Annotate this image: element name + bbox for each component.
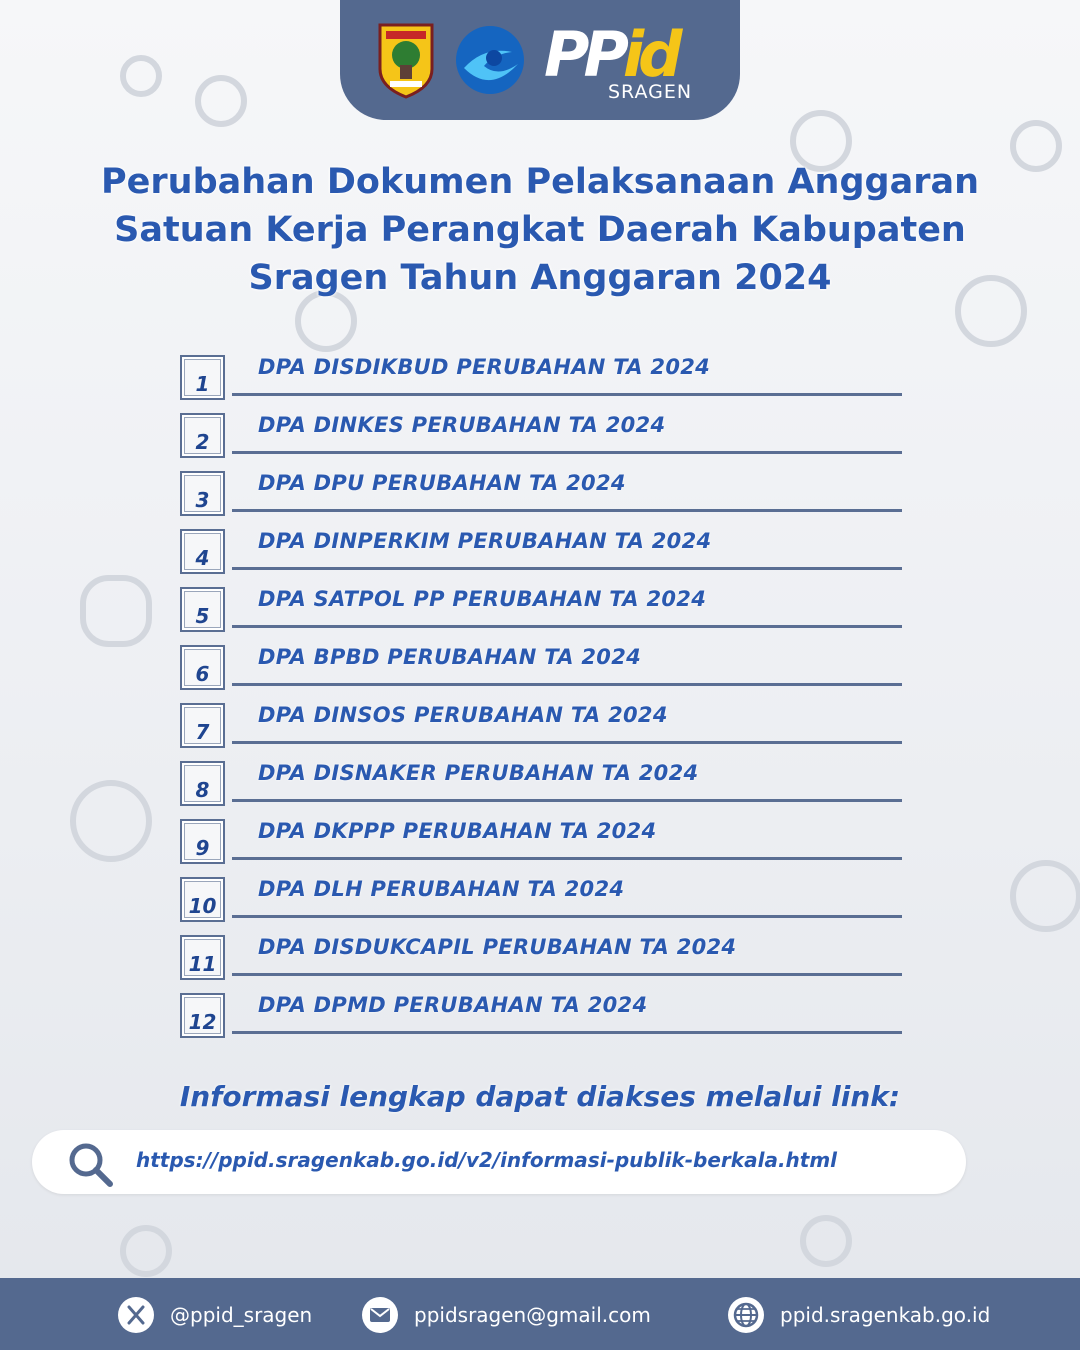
list-item[interactable]: [180, 413, 902, 471]
item-number: 7: [195, 720, 210, 744]
item-label[interactable]: DPA BPBD PERUBAHAN TA 2024: [258, 645, 642, 669]
doodle-circle: [80, 575, 152, 647]
info-text: Informasi lengkap dapat diakses melalui link:: [179, 1080, 901, 1113]
doodle-circle: [800, 1215, 852, 1267]
doodle-circle: [195, 75, 247, 127]
item-label[interactable]: DPA SATPOL PP PERUBAHAN TA 2024: [258, 587, 707, 611]
item-number-box: [180, 471, 225, 516]
footer: [0, 1278, 1080, 1350]
brand-accent: id: [622, 18, 677, 91]
item-number-box: [180, 703, 225, 748]
item-number: 11: [188, 952, 217, 976]
search-icon: [66, 1140, 114, 1188]
item-number-box: [180, 355, 225, 400]
item-number: 12: [188, 1010, 217, 1034]
item-label[interactable]: DPA DLH PERUBAHAN TA 2024: [258, 877, 625, 901]
item-underline: [232, 625, 902, 628]
doodle-circle: [70, 780, 152, 862]
item-label[interactable]: DPA DISNAKER PERUBAHAN TA 2024: [258, 761, 699, 785]
kominfo-logo-icon: [454, 24, 526, 96]
item-underline: [232, 509, 902, 512]
item-underline: [232, 973, 902, 976]
list-item[interactable]: [180, 819, 902, 877]
footer-web-address: ppid.sragenkab.go.id: [780, 1303, 991, 1327]
item-number-box: [180, 993, 225, 1038]
item-underline: [232, 683, 902, 686]
item-underline: [232, 1031, 902, 1034]
link-bar[interactable]: [32, 1130, 966, 1194]
item-number: 10: [188, 894, 217, 918]
item-number: 1: [195, 372, 210, 396]
footer-email-address: ppidsragen@gmail.com: [414, 1303, 651, 1327]
item-label[interactable]: DPA DINPERKIM PERUBAHAN TA 2024: [258, 529, 712, 553]
item-label[interactable]: DPA DISDUKCAPIL PERUBAHAN TA 2024: [258, 935, 737, 959]
ppid-logo: [544, 15, 704, 105]
item-label[interactable]: DPA DINKES PERUBAHAN TA 2024: [258, 413, 666, 437]
doodle-circle: [1010, 860, 1080, 932]
list-item[interactable]: [180, 935, 902, 993]
list-item[interactable]: [180, 993, 902, 1051]
list-item[interactable]: [180, 877, 902, 935]
brand-sub: SRAGEN: [608, 81, 693, 103]
footer-x[interactable]: [118, 1296, 312, 1334]
item-number: 3: [195, 488, 210, 512]
list-item[interactable]: [180, 471, 902, 529]
page-title: Perubahan Dokumen Pelaksanaan Anggaran Satuan Kerja Perangkat Daerah Kabupaten Sragen Tahun Anggaran 2024: [101, 162, 979, 298]
brand-main: PP: [544, 18, 623, 91]
list-item[interactable]: [180, 761, 902, 819]
item-label[interactable]: DPA DKPPP PERUBAHAN TA 2024: [258, 819, 657, 843]
doodle-circle: [120, 55, 162, 97]
footer-web[interactable]: [728, 1296, 990, 1334]
list-item[interactable]: [180, 355, 902, 413]
globe-icon: [728, 1297, 764, 1333]
list-item[interactable]: [180, 529, 902, 587]
item-underline: [232, 451, 902, 454]
item-number-box: [180, 587, 225, 632]
item-number-box: [180, 819, 225, 864]
regency-crest-icon: [376, 21, 436, 99]
item-underline: [232, 393, 902, 396]
list-item[interactable]: [180, 645, 902, 703]
item-number-box: [180, 761, 225, 806]
item-underline: [232, 915, 902, 918]
doodle-circle: [120, 1225, 172, 1277]
link-url[interactable]: https://ppid.sragenkab.go.id/v2/informasi-publik-berkala.html: [136, 1148, 838, 1172]
item-number-box: [180, 935, 225, 980]
item-number: 9: [195, 836, 210, 860]
item-number-box: [180, 529, 225, 574]
item-number-box: [180, 877, 225, 922]
item-number: 4: [195, 546, 210, 570]
item-label[interactable]: DPA DINSOS PERUBAHAN TA 2024: [258, 703, 668, 727]
item-label[interactable]: DPA DISDIKBUD PERUBAHAN TA 2024: [258, 355, 711, 379]
item-number: 8: [195, 778, 210, 802]
item-underline: [232, 567, 902, 570]
item-label[interactable]: DPA DPU PERUBAHAN TA 2024: [258, 471, 626, 495]
item-underline: [232, 857, 902, 860]
list-item[interactable]: [180, 703, 902, 761]
item-label[interactable]: DPA DPMD PERUBAHAN TA 2024: [258, 993, 648, 1017]
document-list: [180, 355, 902, 1051]
footer-email[interactable]: [362, 1296, 651, 1334]
item-number: 5: [195, 604, 210, 628]
item-underline: [232, 741, 902, 744]
footer-x-handle: @ppid_sragen: [170, 1303, 313, 1327]
item-underline: [232, 799, 902, 802]
mail-icon: [362, 1297, 398, 1333]
item-number-box: [180, 413, 225, 458]
list-item[interactable]: [180, 587, 902, 645]
x-logo-icon: [118, 1297, 154, 1333]
item-number: 6: [195, 662, 210, 686]
item-number: 2: [195, 430, 210, 454]
header-tab: [340, 0, 740, 120]
item-number-box: [180, 645, 225, 690]
